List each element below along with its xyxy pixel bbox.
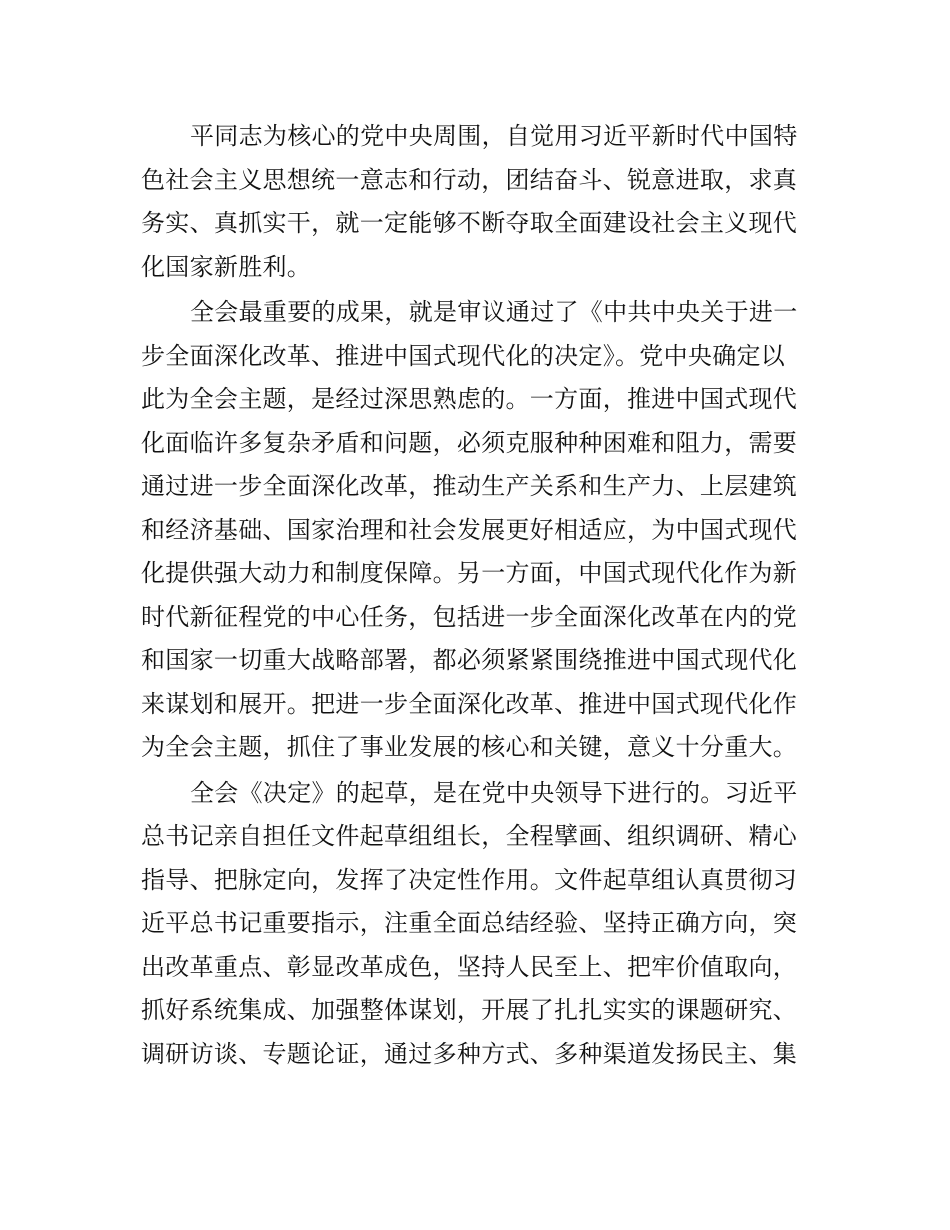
paragraph-line: 近平总书记重要指示，注重全面总结经验、坚持正确方向，突 <box>141 909 798 937</box>
paragraph-1 <box>141 115 813 289</box>
paragraph-3 <box>141 772 813 1077</box>
paragraph-line: 化面临许多复杂矛盾和问题，必须克服种种困难和阻力，需要 <box>141 428 798 457</box>
paragraph-line: 通过进一步全面深化改革，推动生产关系和生产力、上层建筑 <box>141 472 798 500</box>
paragraph-line: 色社会主义思想统一意志和行动，团结奋斗、锐意进取，求真 <box>141 165 798 194</box>
paragraph-line: 和经济基础、国家治理和社会发展更好相适应，为中国式现代 <box>141 515 798 544</box>
paragraph-line: 此为全会主题，是经过深思熟虑的。一方面，推进中国式现代 <box>141 385 798 413</box>
paragraph-line: 指导、把脉定向，发挥了决定性作用。文件起草组认真贯彻习 <box>141 865 798 894</box>
paragraph-line: 为全会主题，抓住了事业发展的核心和关键，意义十分重大。 <box>141 733 798 761</box>
paragraph-line: 务实、真抓实干，就一定能够不断夺取全面建设社会主义现代 <box>141 209 798 237</box>
paragraph-line: 步全面深化改革、推进中国式现代化的决定》。党中央确定以 <box>141 341 786 370</box>
paragraph-line: 来谋划和展开。把进一步全面深化改革、推进中国式现代化作 <box>141 689 798 718</box>
paragraph-line: 抓好系统集成、加强整体谋划，开展了扎扎实实的课题研究、 <box>141 996 798 1024</box>
paragraph-line: 调研访谈、专题论证，通过多种方式、多种渠道发扬民主、集 <box>141 1039 798 1068</box>
paragraph-line: 出改革重点、彰显改革成色，坚持人民至上、把牢价值取向， <box>141 952 798 981</box>
paragraph-line: 化提供强大动力和制度保障。另一方面，中国式现代化作为新 <box>141 559 798 587</box>
paragraph-line: 和国家一切重大战略部署，都必须紧紧围绕推进中国式现代化 <box>141 646 798 674</box>
paragraph-2 <box>141 291 813 770</box>
paragraph-line: 总书记亲自担任文件起草组组长，全程擘画、组织调研、精心 <box>141 822 798 850</box>
paragraph-line: 全会最重要的成果，就是审议通过了《中共中央关于进一 <box>190 298 798 326</box>
paragraph-line: 时代新征程党的中心任务，包括进一步全面深化改革在内的党 <box>141 602 798 631</box>
paragraph-line: 平同志为核心的党中央周围，自觉用习近平新时代中国特 <box>190 122 798 150</box>
paragraph-line: 化国家新胜利。 <box>141 252 312 281</box>
document-body <box>141 115 813 1076</box>
paragraph-line: 全会《决定》的起草，是在党中央领导下进行的。习近平 <box>190 778 798 807</box>
